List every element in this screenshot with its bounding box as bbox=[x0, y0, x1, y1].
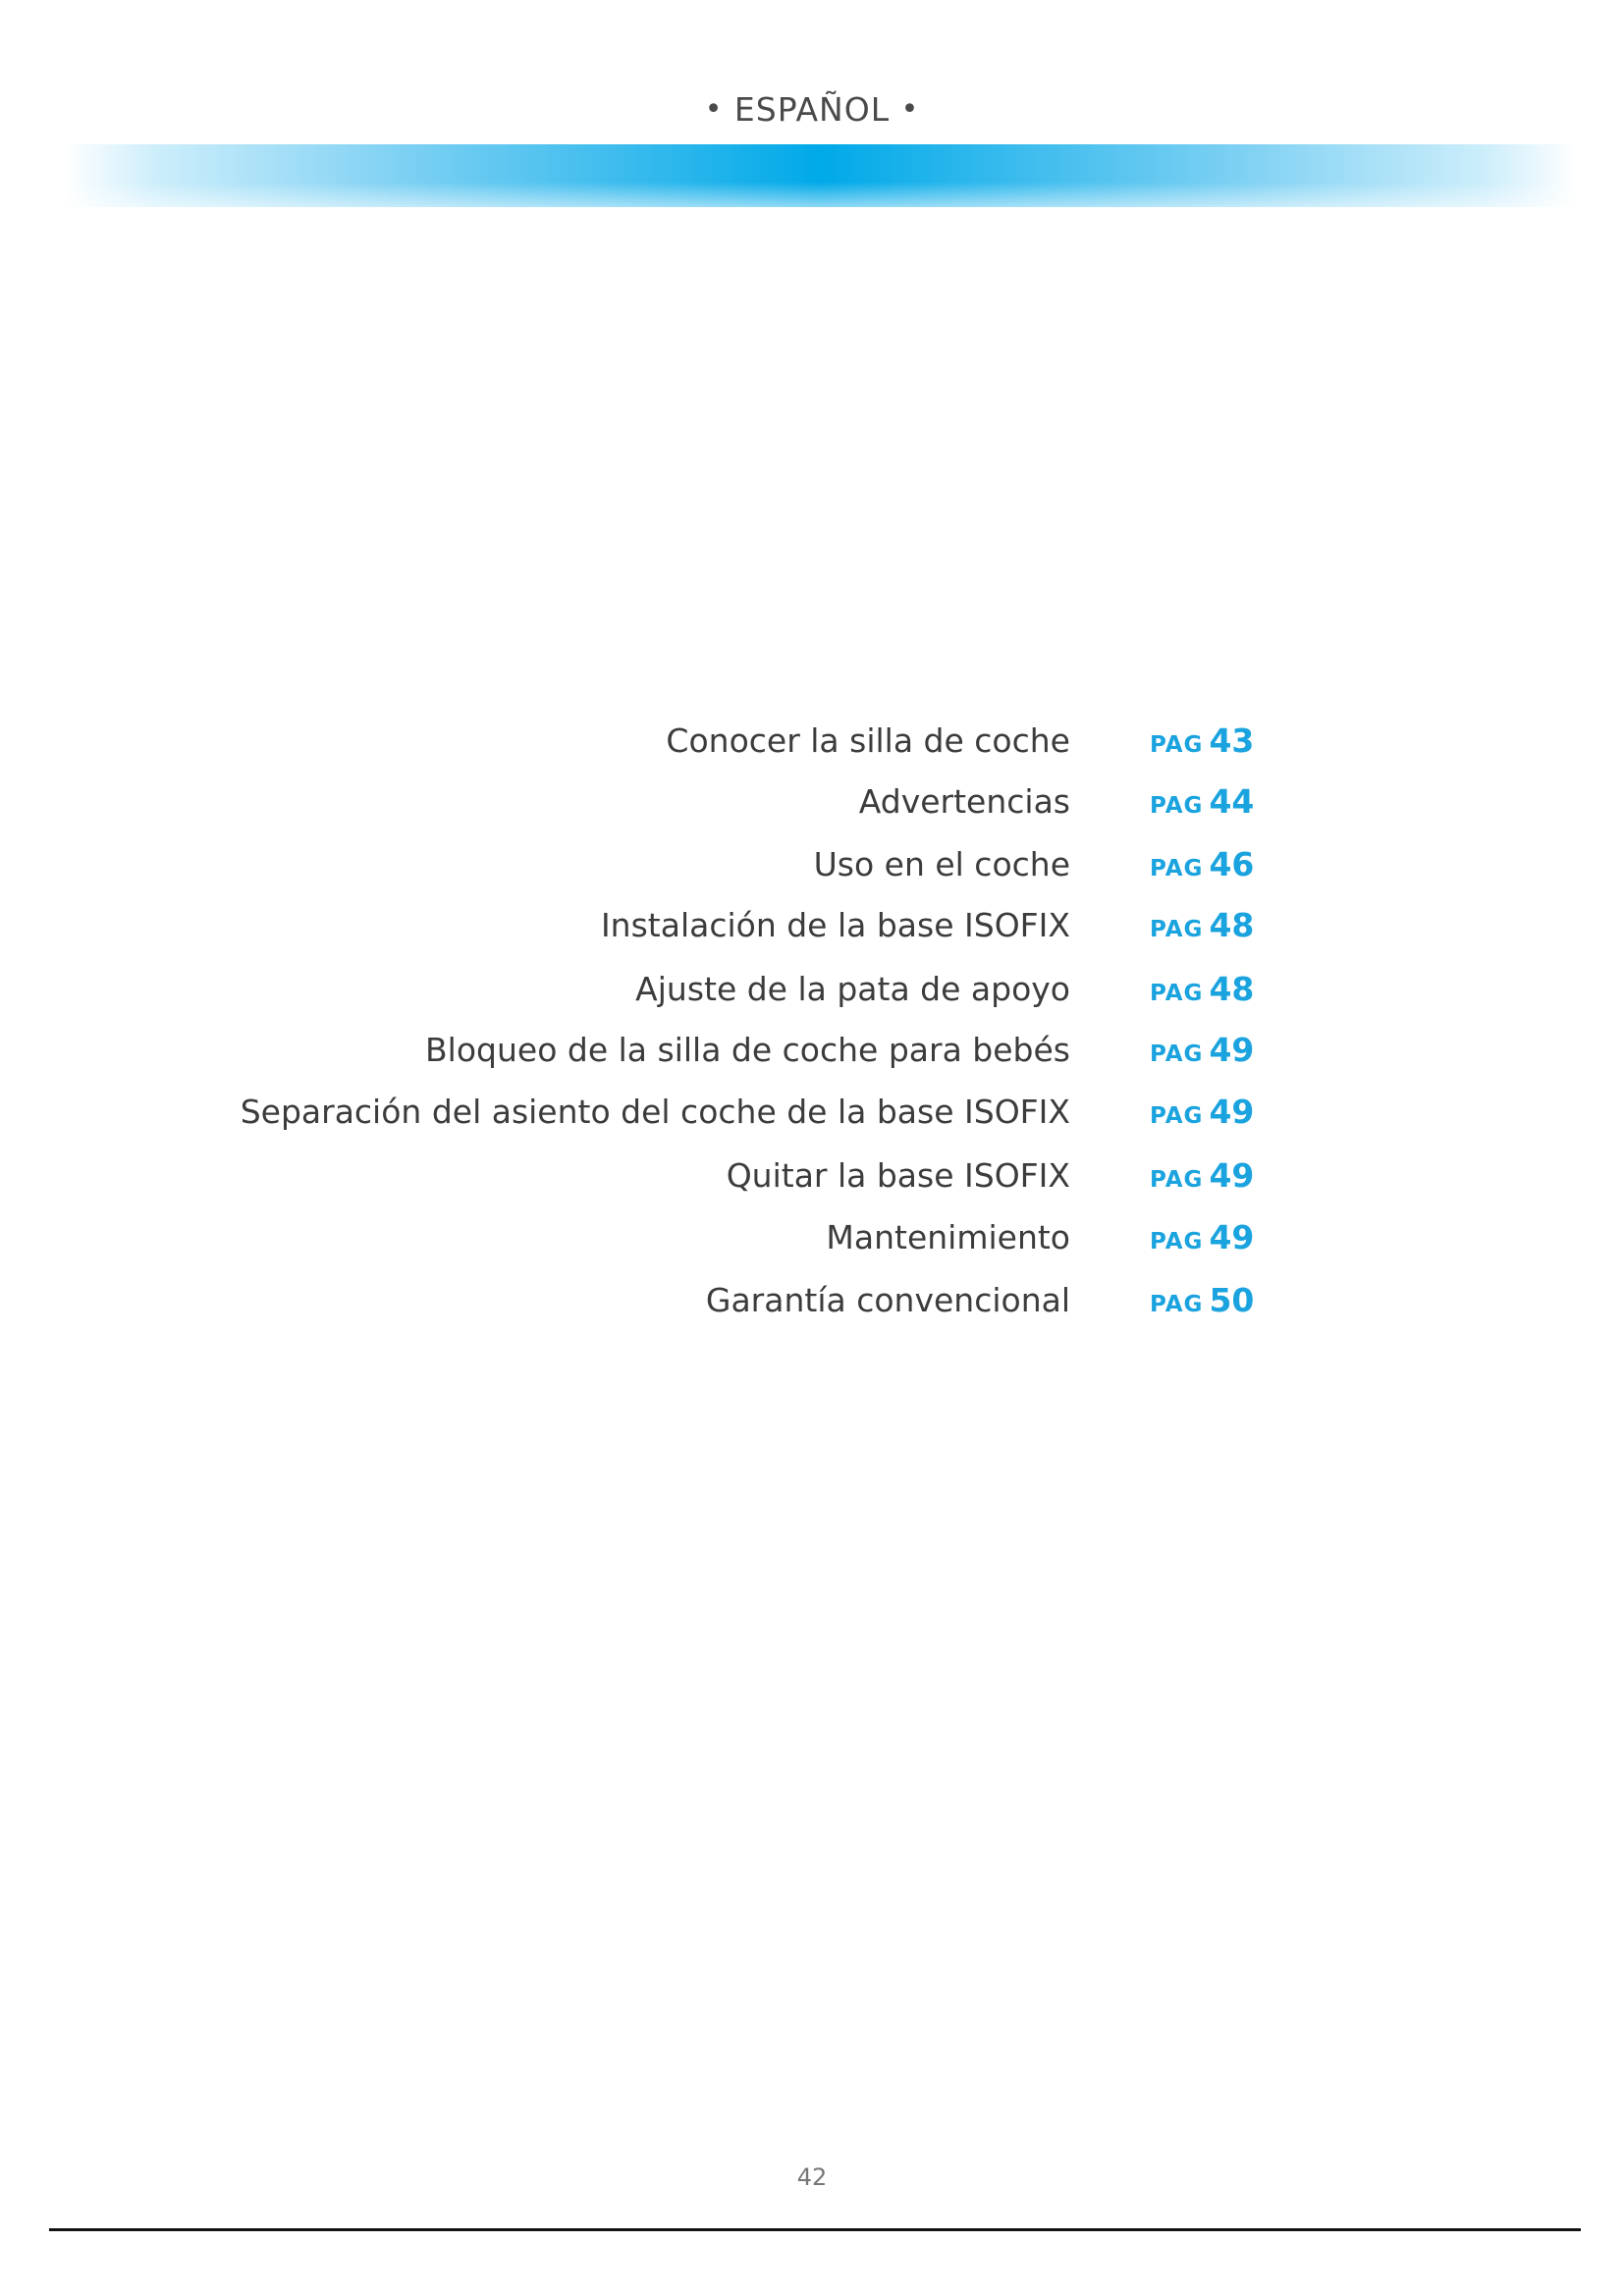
toc-pag-prefix: PAG bbox=[1150, 1292, 1204, 1317]
toc-row[interactable] bbox=[0, 1151, 1624, 1201]
toc-label: Mantenimiento bbox=[826, 1218, 1070, 1256]
toc-label: Quitar la base ISOFIX bbox=[726, 1156, 1070, 1195]
header-gradient-band bbox=[65, 144, 1577, 207]
toc-row[interactable] bbox=[0, 1026, 1624, 1075]
toc-page-number: 48 bbox=[1209, 906, 1255, 944]
toc-label: Separación del asiento del coche de la base ISOFIX bbox=[240, 1093, 1070, 1131]
toc-page-number: 49 bbox=[1209, 1156, 1255, 1195]
toc-label: Advertencias bbox=[858, 782, 1070, 821]
toc-page-ref bbox=[1150, 965, 1254, 1020]
toc-page-number: 49 bbox=[1209, 1031, 1255, 1069]
toc-row[interactable] bbox=[0, 840, 1624, 889]
toc-row[interactable] bbox=[0, 1213, 1624, 1262]
toc-pag-prefix: PAG bbox=[1150, 1041, 1204, 1067]
toc-label: Uso en el coche bbox=[813, 845, 1070, 883]
toc-pag-prefix: PAG bbox=[1150, 917, 1204, 942]
toc-page-number: 50 bbox=[1209, 1281, 1255, 1319]
toc-page-number: 44 bbox=[1209, 782, 1255, 821]
toc-row[interactable] bbox=[0, 901, 1624, 950]
toc-row[interactable] bbox=[0, 717, 1624, 766]
toc-label: Instalación de la base ISOFIX bbox=[600, 906, 1070, 944]
toc-page-ref bbox=[1150, 1276, 1254, 1331]
toc-page-ref bbox=[1150, 717, 1254, 772]
page-header bbox=[0, 90, 1624, 129]
toc-page-ref bbox=[1150, 777, 1254, 832]
toc-page-ref bbox=[1150, 840, 1254, 895]
toc-row[interactable] bbox=[0, 1088, 1624, 1137]
section-language-title: ESPAÑOL bbox=[733, 90, 891, 129]
toc-pag-prefix: PAG bbox=[1150, 732, 1204, 758]
toc-row[interactable] bbox=[0, 965, 1624, 1014]
toc-page-ref bbox=[1150, 1026, 1254, 1081]
toc-page-number: 49 bbox=[1209, 1218, 1255, 1256]
toc-page-ref bbox=[1150, 1151, 1254, 1206]
toc-label: Bloqueo de la silla de coche para bebés bbox=[425, 1031, 1070, 1069]
toc-page-ref bbox=[1150, 901, 1254, 956]
bullet-icon: • bbox=[704, 92, 724, 127]
toc-row[interactable] bbox=[0, 1276, 1624, 1325]
toc-page-ref bbox=[1150, 1213, 1254, 1268]
toc-pag-prefix: PAG bbox=[1150, 981, 1204, 1006]
toc-page-ref bbox=[1150, 1088, 1254, 1143]
toc-pag-prefix: PAG bbox=[1150, 1103, 1204, 1129]
page-number: 42 bbox=[796, 2163, 828, 2191]
toc-pag-prefix: PAG bbox=[1150, 1167, 1204, 1193]
toc-label: Ajuste de la pata de apoyo bbox=[635, 970, 1070, 1008]
toc-pag-prefix: PAG bbox=[1150, 856, 1204, 881]
toc-page-number: 48 bbox=[1209, 970, 1255, 1008]
toc-label: Conocer la silla de coche bbox=[666, 721, 1070, 760]
toc-label: Garantía convencional bbox=[705, 1281, 1070, 1319]
toc-pag-prefix: PAG bbox=[1150, 793, 1204, 819]
toc-row[interactable] bbox=[0, 777, 1624, 827]
toc-page-number: 46 bbox=[1209, 845, 1255, 883]
bullet-icon: • bbox=[900, 92, 920, 127]
toc-pag-prefix: PAG bbox=[1150, 1229, 1204, 1255]
toc-page-number: 49 bbox=[1209, 1093, 1255, 1131]
footer-divider bbox=[49, 2228, 1581, 2231]
toc-page-number: 43 bbox=[1209, 721, 1255, 760]
